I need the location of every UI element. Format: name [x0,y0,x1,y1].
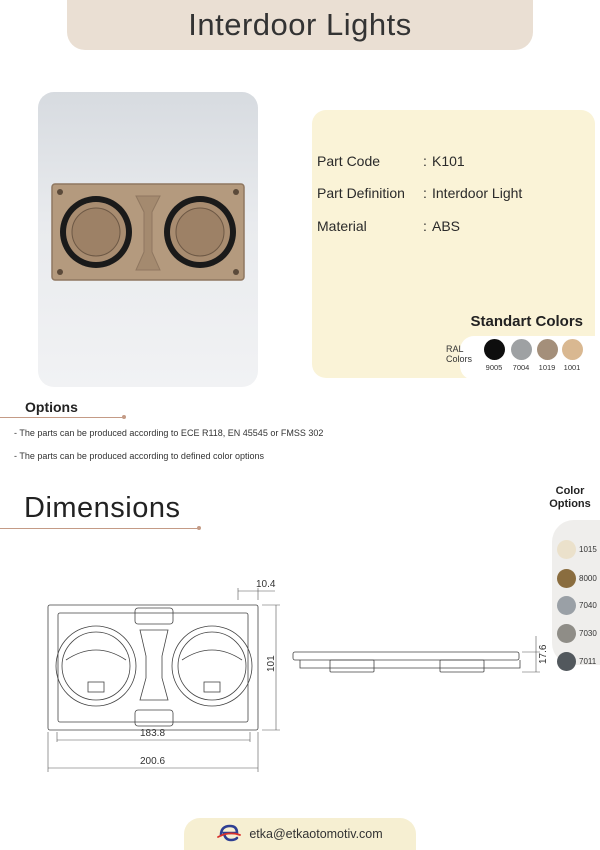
ral-colors-box [446,336,595,380]
options-underline-dot [122,415,126,419]
spec-value: Interdoor Light [432,185,523,201]
dimensions-underline-dot [197,526,201,530]
options-heading: Options [25,399,78,415]
swatch-label: 1001 [563,363,581,372]
spec-separator: : [423,185,427,201]
spec-value: K101 [432,153,465,169]
color-option-label: 7040 [579,601,597,610]
color-option-label: 7030 [579,629,597,638]
option-bullet: - The parts can be produced according to defined color options [14,451,264,461]
dim-label-10-4: 10.4 [256,579,276,590]
dim-label-183-8: 183.8 [140,728,166,739]
color-option-label: 8000 [579,574,597,583]
ral-label: RAL Colors [446,344,473,364]
part-info-card [312,110,595,378]
swatch-label: 9005 [485,363,503,372]
dim-label-17-6: 17.6 [538,644,549,664]
color-option-label: 1015 [579,545,597,554]
spec-separator: : [423,218,427,234]
swatch-1001 [562,339,583,360]
dimensions-underline [0,528,198,529]
swatch-label: 1019 [538,363,556,372]
color-option-1015 [557,540,576,559]
spec-value: ABS [432,218,461,234]
options-underline [0,417,123,418]
technical-drawing [0,560,600,780]
etka-logo-icon [217,823,241,845]
spec-label: Part Definition [317,185,405,201]
standard-colors-title: Standart Colors [470,313,583,330]
dim-label-200-6: 200.6 [140,756,166,767]
footer-contact [184,818,416,850]
swatch-7004 [511,339,532,360]
spec-material [317,218,460,234]
page-title: Interdoor Lights [67,0,533,50]
spec-part-definition [317,185,522,201]
spec-part-code [317,153,465,169]
dim-label-101: 101 [266,655,277,672]
swatch-1019 [537,339,558,360]
swatch-label: 7004 [512,363,530,372]
dimensions-heading: Dimensions [24,492,181,524]
swatch-9005 [484,339,505,360]
spec-label: Material [317,218,367,234]
contact-email[interactable]: etka@etkaotomotiv.com [249,827,383,841]
spec-label: Part Code [317,153,381,169]
color-option-label: 7011 [579,657,597,666]
color-options-title: Color Options [549,485,591,510]
option-bullet: - The parts can be produced according to ECE R118, EN 45545 or FMSS 302 [14,428,324,438]
product-photo [38,92,258,387]
spec-separator: : [423,153,427,169]
